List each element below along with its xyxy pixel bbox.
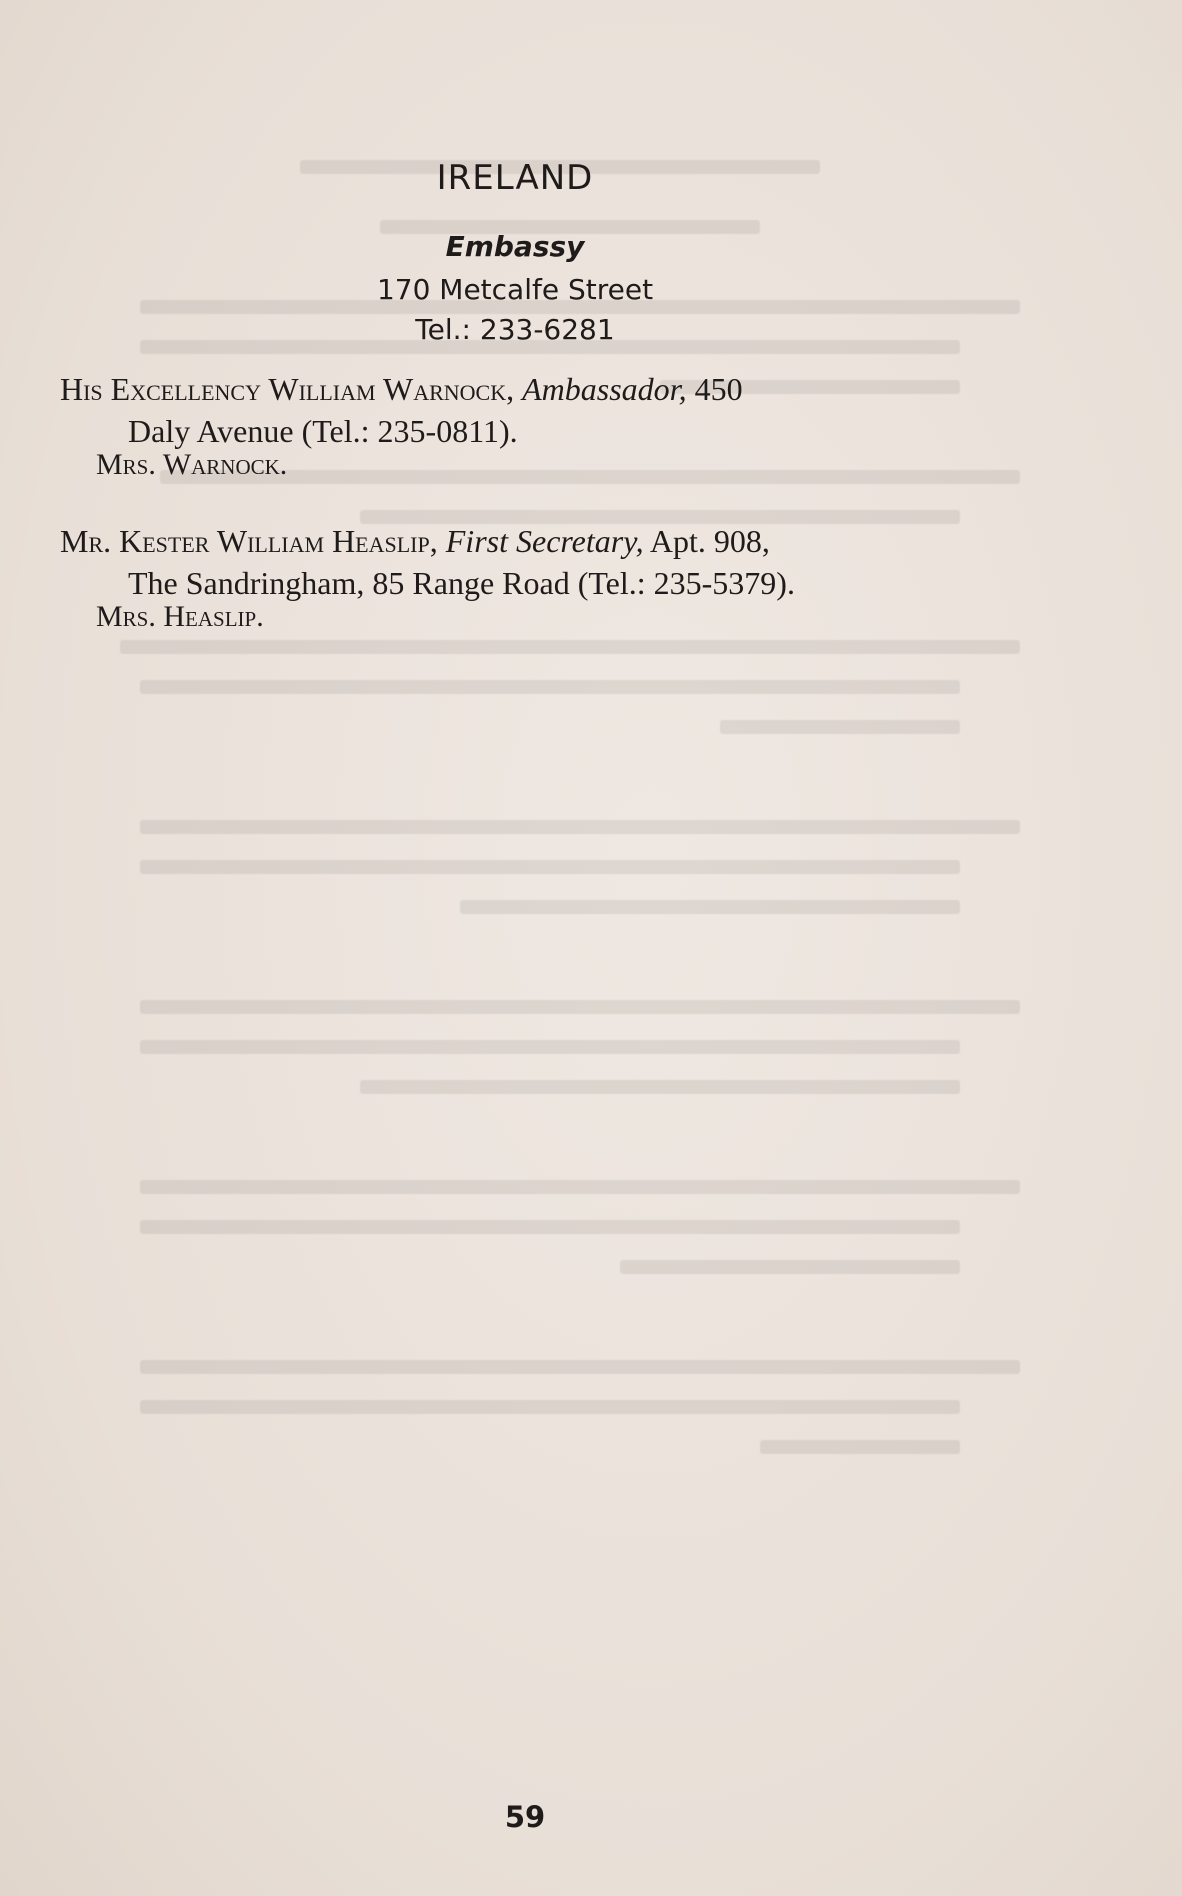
diplomat-title: First Secretary, — [445, 523, 644, 559]
diplomat-name: His Excellency William Warnock, — [60, 371, 515, 407]
embassy-label: Embassy — [445, 230, 585, 263]
diplomat-name: Mr. Kester William Heaslip, — [60, 523, 438, 559]
address-start: 450 — [694, 371, 743, 407]
embassy-telephone: Tel.: 233-6281 — [415, 313, 615, 346]
entry-first-line — [60, 520, 970, 562]
spouse-name: Mrs. Warnock. — [96, 448, 288, 481]
address-continuation: Daly Avenue (Tel.: 235-0811). — [128, 413, 518, 449]
entry-first-line — [60, 368, 970, 410]
diplomat-entry — [60, 368, 970, 452]
address-start: Apt. 908, — [649, 523, 770, 559]
address-continuation: The Sandringham, 85 Range Road (Tel.: 235-5379). — [128, 565, 795, 601]
diplomat-title: Ambassador, — [522, 371, 687, 407]
diplomat-entry — [60, 520, 970, 604]
page-number: 59 — [504, 1800, 546, 1834]
spouse-name: Mrs. Heaslip. — [96, 600, 264, 633]
country-heading: IRELAND — [436, 158, 594, 198]
embassy-address: 170 Metcalfe Street — [376, 273, 654, 306]
